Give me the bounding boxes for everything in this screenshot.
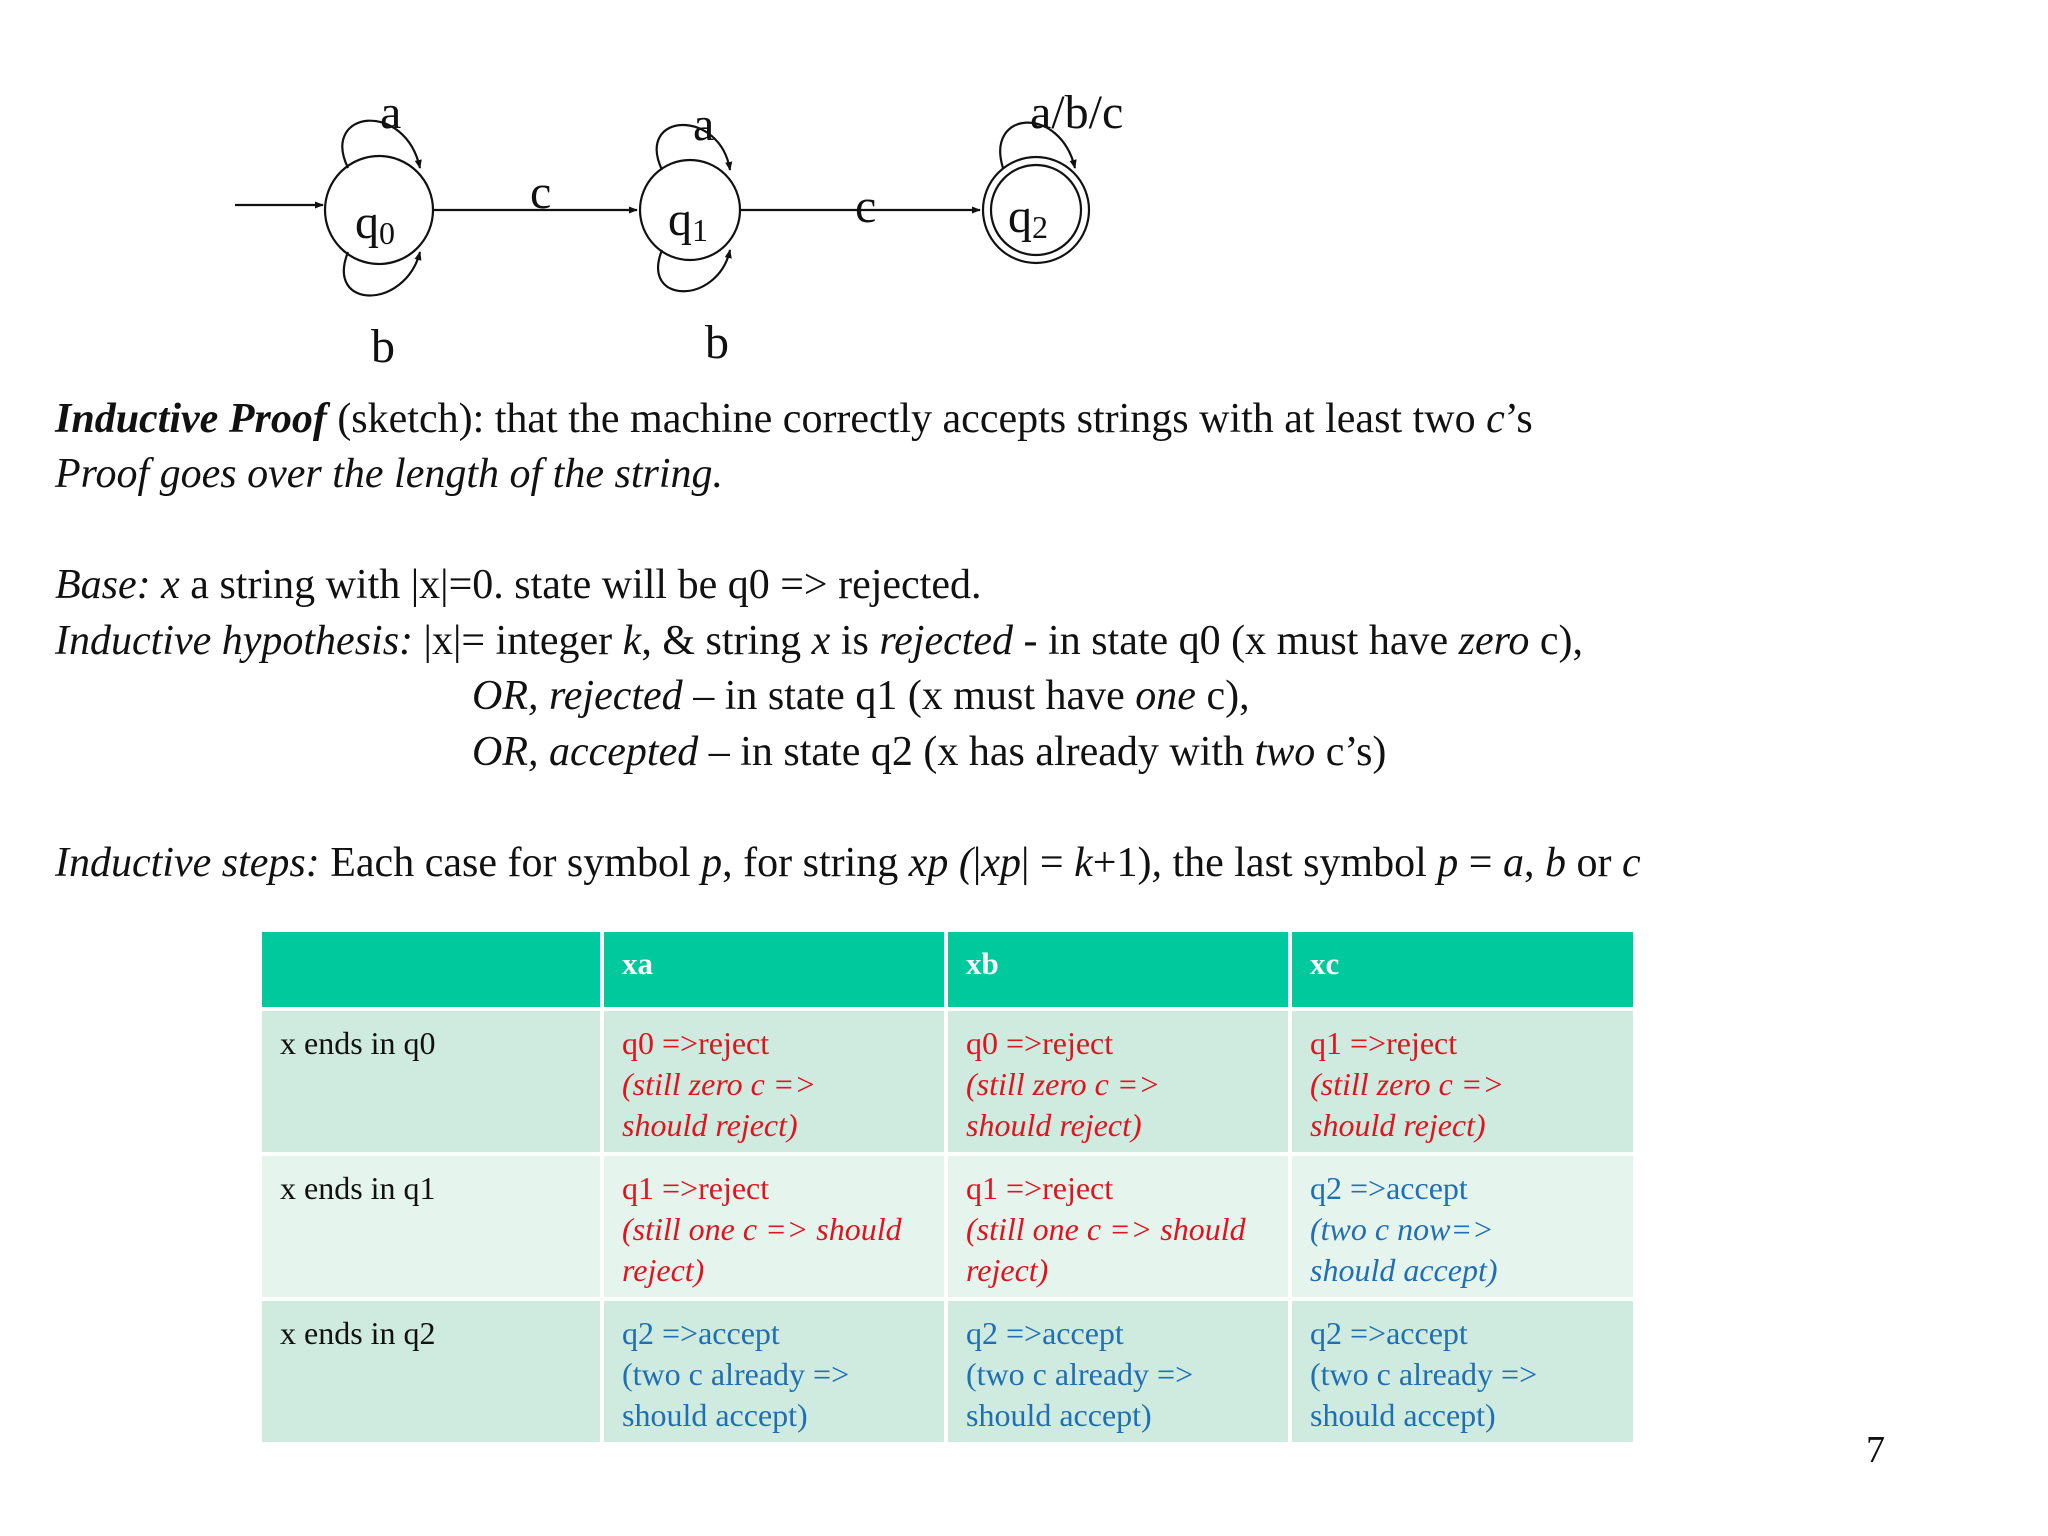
loop-q1-bottom-label: b [705, 316, 729, 369]
row-label: x ends in q1 [260, 1154, 602, 1299]
cell-status: q1 =>reject [1310, 1025, 1458, 1061]
row-label: x ends in q2 [260, 1299, 602, 1444]
state-q2-label: q2 [1008, 190, 1048, 245]
inductive-hypothesis: Inductive hypothesis: |x|= integer k, & string x is rejected - in state q0 (x must have zero c), [55, 618, 1584, 664]
cell-note: (two c already => should accept) [1310, 1356, 1538, 1433]
cell-status: q2 =>accept [1310, 1315, 1468, 1351]
table-cell [1290, 1009, 1635, 1154]
hypothesis-or-rejected: OR, rejected – in state q1 (x must have one c), [472, 673, 1250, 719]
loop-q2-label: a/b/c [1030, 86, 1124, 139]
table-body [260, 1009, 1635, 1444]
state-q1-label: q1 [668, 193, 708, 248]
cell-note: (two c already => should accept) [966, 1356, 1194, 1433]
state-q0-label: q0 [355, 196, 395, 251]
cell-note: (still zero c => should reject) [622, 1066, 816, 1143]
proof-subtitle: Proof goes over the length of the string. [55, 451, 724, 497]
table-row [260, 1154, 1635, 1299]
cell-note: (still zero c => should reject) [966, 1066, 1160, 1143]
table-cell [1290, 1299, 1635, 1444]
automaton-diagram [0, 0, 2048, 380]
edge-q1-q2-label: c [855, 180, 877, 233]
table-row [260, 1299, 1635, 1444]
table-cell [946, 1299, 1290, 1444]
edge-q0-q1-label: c [530, 166, 552, 219]
cell-note: (two c already => should accept) [622, 1356, 850, 1433]
cell-status: q2 =>accept [966, 1315, 1124, 1351]
row-label: x ends in q0 [260, 1009, 602, 1154]
cell-note: (still one c => should reject) [966, 1211, 1246, 1288]
table-header-empty [260, 930, 602, 1009]
table-header-xb: xb [946, 930, 1290, 1009]
cell-status: q0 =>reject [622, 1025, 770, 1061]
cell-status: q2 =>accept [622, 1315, 780, 1351]
cell-note: (still one c => should reject) [622, 1211, 902, 1288]
table-header-xa: xa [602, 930, 946, 1009]
base-case: Base: x a string with |x|=0. state will be q0 => rejected. [55, 562, 982, 608]
table-cell [602, 1154, 946, 1299]
table-header-row [260, 930, 1635, 1009]
hypothesis-or-accepted: OR, accepted – in state q2 (x has already with two c’s) [472, 729, 1387, 775]
table-cell [602, 1299, 946, 1444]
cell-status: q1 =>reject [966, 1170, 1114, 1206]
cell-note: (still zero c => should reject) [1310, 1066, 1504, 1143]
table-row [260, 1009, 1635, 1154]
table-cell [946, 1154, 1290, 1299]
cell-note: (two c now=> should accept) [1310, 1211, 1498, 1288]
loop-q0-bottom-label: b [371, 320, 395, 373]
cell-status: q0 =>reject [966, 1025, 1114, 1061]
inductive-steps-table [258, 928, 1637, 1446]
table-cell [602, 1009, 946, 1154]
table-header-xc: xc [1290, 930, 1635, 1009]
cell-status: q2 =>accept [1310, 1170, 1468, 1206]
loop-q0-top-label: a [380, 86, 402, 139]
table-cell [1290, 1154, 1635, 1299]
proof-title: Inductive Proof (sketch): that the machine correctly accepts strings with at least two c’s [55, 396, 1533, 442]
loop-q1-top-label: a [693, 98, 715, 151]
page-number: 7 [1866, 1429, 1885, 1471]
cell-status: q1 =>reject [622, 1170, 770, 1206]
table-cell [946, 1009, 1290, 1154]
inductive-steps: Inductive steps: Each case for symbol p, for string xp (|xp| = k+1), the last symbol p = a, b or c [55, 840, 1641, 886]
